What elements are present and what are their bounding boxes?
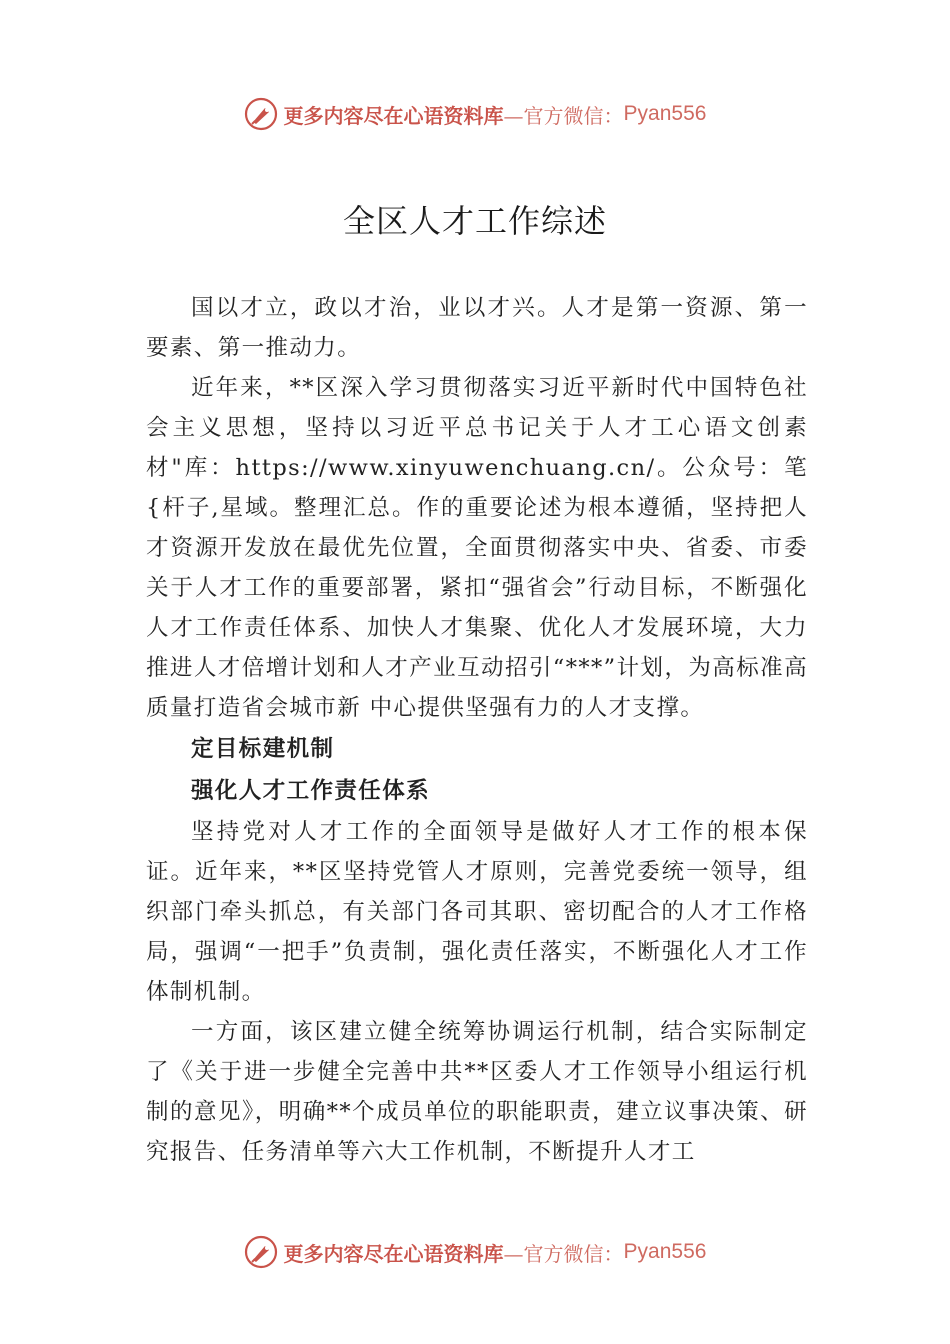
- subsection-heading: 强化人才工作责任体系: [191, 778, 431, 804]
- paragraph: 国以才立，政以才治，业以才兴。人才是第一资源、第一要素、第一推动力。: [146, 295, 808, 361]
- banner-main-text: 更多内容尽在心语资料库: [283, 1241, 504, 1266]
- banner-sub-text: —官方微信：: [503, 1241, 624, 1266]
- paragraph: 一方面，该区建立健全统筹协调运行机制，结合实际制定了《关于进一步健全完善中共**区委人才工作领导小组运行机制的意见》，明确**个成员单位的职能职责，建立议事决策、研究报告、任务清单等六大工作机制，不断提升人才工: [146, 1019, 808, 1165]
- document-title: 全区人才工作综述: [342, 202, 607, 240]
- banner-wechat-id: Pyan556: [623, 102, 707, 125]
- paragraph: 坚持党对人才工作的全面领导是做好人才工作的根本保证。近年来，**区坚持党管人才原则，完善党委统一领导，组织部门牵头抓总，有关部门各司其职、密切配合的人才工作格局，强调“一把手”负责制，强化责任落实，不断强化人才工作体制机制。: [146, 819, 808, 1005]
- footer-banner: [0, 1230, 950, 1274]
- paragraph: 近年来，**区深入学习贯彻落实习近平新时代中国特色社会主义思想，坚持以习近平总书记关于人才工心语文创素材"库：https://www.xinyuwenchuang.cn/。公众号：笔{杆子,星域。整理汇总。作的重要论述为根本遵循，坚持把人才资源开发放在最优先位置，全面贯彻落实中央、省委、市委关于人才工作的重要部署，紧扣“强省会”行动目标，不断强化人才工作责任体系、加快人才集聚、优化人才发展环境，大力推进人才倍增计划和人才产业互动招引“***”计划，为高标准高质量打造省会城市新 中心提供坚强有力的人才支撑。: [146, 375, 808, 721]
- pen-nib-icon: [244, 97, 278, 131]
- header-banner: [0, 92, 950, 136]
- banner-sub-text: —官方微信：: [503, 103, 624, 128]
- banner-wechat-id: Pyan556: [623, 1240, 707, 1263]
- pen-nib-icon: [244, 1235, 278, 1269]
- document-body: [146, 288, 808, 1172]
- banner-main-text: 更多内容尽在心语资料库: [283, 103, 504, 128]
- section-heading: 定目标建机制: [191, 736, 335, 762]
